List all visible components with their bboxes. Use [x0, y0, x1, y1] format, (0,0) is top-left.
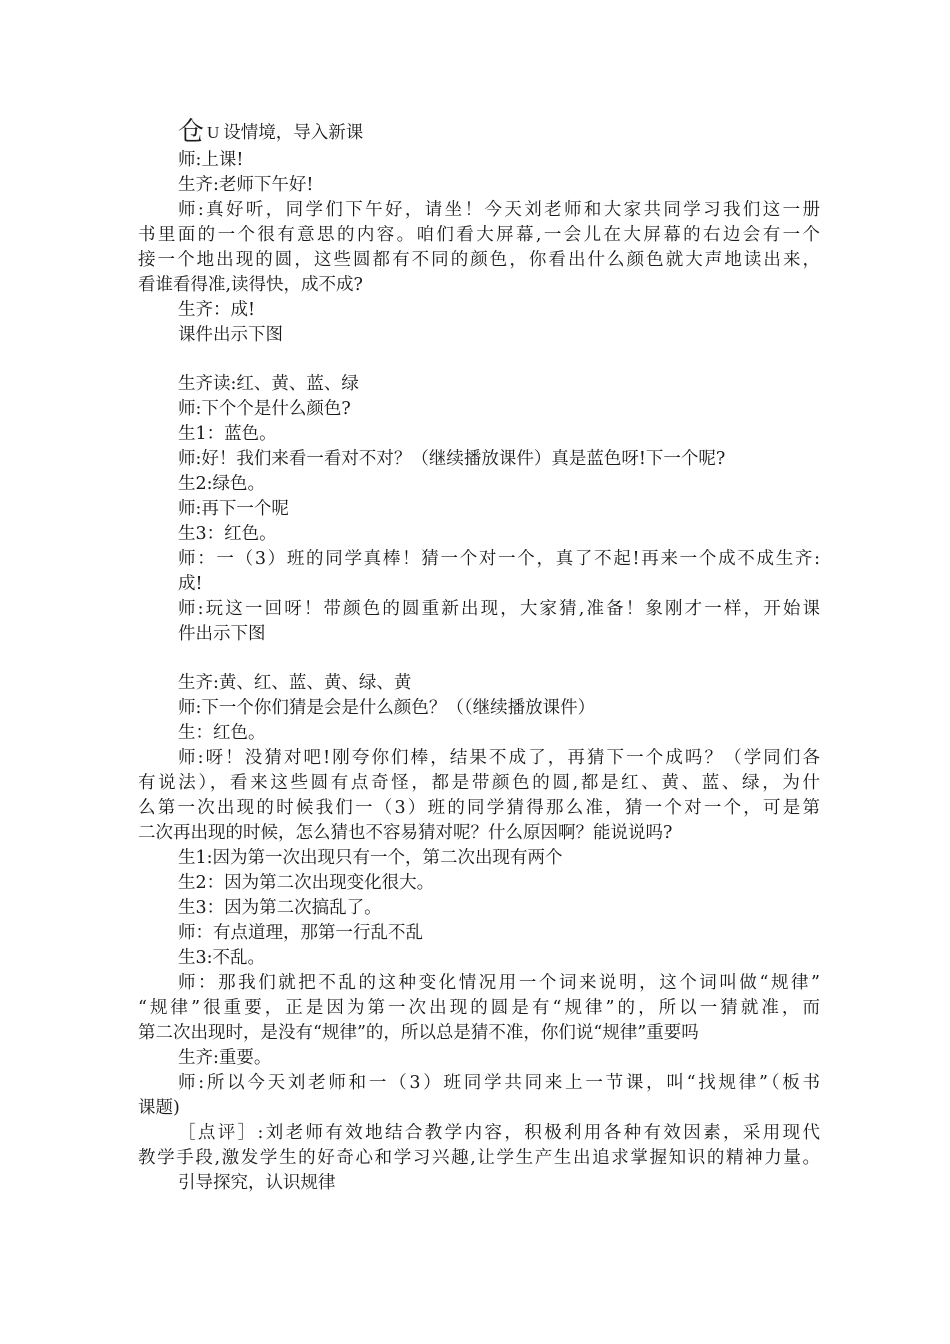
- text-line: 教学手段,激发学生的好奇心和学习兴趣,让学生产生出追求掌握知识的精神力量。: [138, 1148, 820, 1168]
- text-line: 生2：因为第二次出现变化很大。: [178, 873, 435, 893]
- text-line: 师:呀！没猜对吧!刚夸你们棒，结果不成了，再猜下一个成吗？（学同们各: [178, 748, 820, 768]
- text-line: 么第一次出现的时候我们一（3）班的同学猜得那么准，猜一个对一个，可是第: [138, 798, 820, 818]
- text-line: 师:再下一个呢: [178, 499, 289, 519]
- text-line: 生：红色。: [178, 723, 266, 743]
- text-line: 生齐:重要。: [178, 1048, 272, 1068]
- text-line: 成!: [178, 574, 203, 594]
- text-line: 师：那我们就把不乱的这种变化情况用一个词来说明，这个词叫做“规律”: [178, 973, 820, 993]
- text-line: 师:玩这一回呀！带颜色的圆重新出现，大家猜,准备！象刚才一样，开始课: [178, 599, 820, 619]
- text-line: 生1：蓝色。: [178, 424, 277, 444]
- text-line: 第二次出现时，是没有“规律”的，所以总是猜不准，你们说“规律”重要吗: [138, 1023, 699, 1043]
- text-line: 师:上课!: [178, 150, 244, 170]
- text-line: 生3:不乱。: [178, 948, 266, 968]
- text-line: 课题): [138, 1098, 180, 1118]
- section-heading: [178, 118, 820, 148]
- text-line: 生齐读:红、黄、蓝、绿: [178, 374, 359, 394]
- text-line: 生齐:黄、红、蓝、黄、绿、黄: [178, 673, 412, 693]
- blank-line: [138, 647, 820, 671]
- text-line: 生齐:老师下午好!: [178, 175, 314, 195]
- text-line: 师:所以今天刘老师和一（3）班同学共同来上一节课，叫“找规律”（板书: [178, 1073, 820, 1093]
- heading-glyph: 仓: [178, 117, 205, 147]
- text-line: 课件出示下图: [178, 325, 283, 345]
- text-line: 接一个地出现的圆，这些圆都有不同的颜色，你看出什么颜色就大声地读出来，: [138, 250, 820, 270]
- text-line: 生1:因为第一次出现只有一个，第二次出现有两个: [178, 848, 563, 868]
- text-line: ［点评］:刘老师有效地结合教学内容，积极利用各种有效因素，采用现代: [178, 1123, 820, 1143]
- text-line: 生2:绿色。: [178, 474, 266, 494]
- text-line: 生3：红色。: [178, 524, 277, 544]
- text-line: 师:下一个你们猜是会是什么颜色？（（继续播放课件）: [178, 698, 596, 718]
- text-line: 师:好！我们来看一看对不对？（继续播放课件）真是蓝色呀!下一个呢?: [178, 449, 726, 469]
- text-line: 师:下个个是什么颜色?: [178, 399, 351, 419]
- text-line: 师：一（3）班的同学真棒！猜一个对一个，真了不起!再来一个成不成生齐:: [178, 549, 820, 569]
- document-page: [138, 118, 820, 1196]
- text-line: 二次再出现的时候，怎么猜也不容易猜对呢？什么原因啊？能说说吗?: [138, 823, 673, 843]
- text-line: 看谁看得准,读得快，成不成?: [138, 275, 363, 295]
- text-line: 生3：因为第二次搞乱了。: [178, 898, 382, 918]
- text-line: 书里面的一个很有意思的内容。咱们看大屏幕,一会儿在大屏幕的右边会有一个: [138, 225, 820, 245]
- heading-text: 设情境，导入新课: [223, 123, 364, 143]
- blank-line: [138, 348, 820, 372]
- text-line: 师：有点道理，那第一行乱不乱: [178, 923, 423, 943]
- text-line: 件出示下图: [178, 624, 266, 644]
- text-line: 有说法），看来这些圆有点奇怪，都是带颜色的圆,都是红、黄、蓝、绿，为什: [138, 773, 820, 793]
- document-body: [138, 148, 820, 1196]
- text-line: 生齐：成!: [178, 300, 256, 320]
- text-line: 师:真好听，同学们下午好，请坐！今天刘老师和大家共同学习我们这一册: [178, 200, 820, 220]
- text-line: 引导探究，认识规律: [178, 1173, 336, 1193]
- text-line: “规律”很重要，正是因为第一次出现的圆是有“规律”的，所以一猜就准，而: [138, 998, 820, 1018]
- heading-letter: U: [207, 123, 220, 142]
